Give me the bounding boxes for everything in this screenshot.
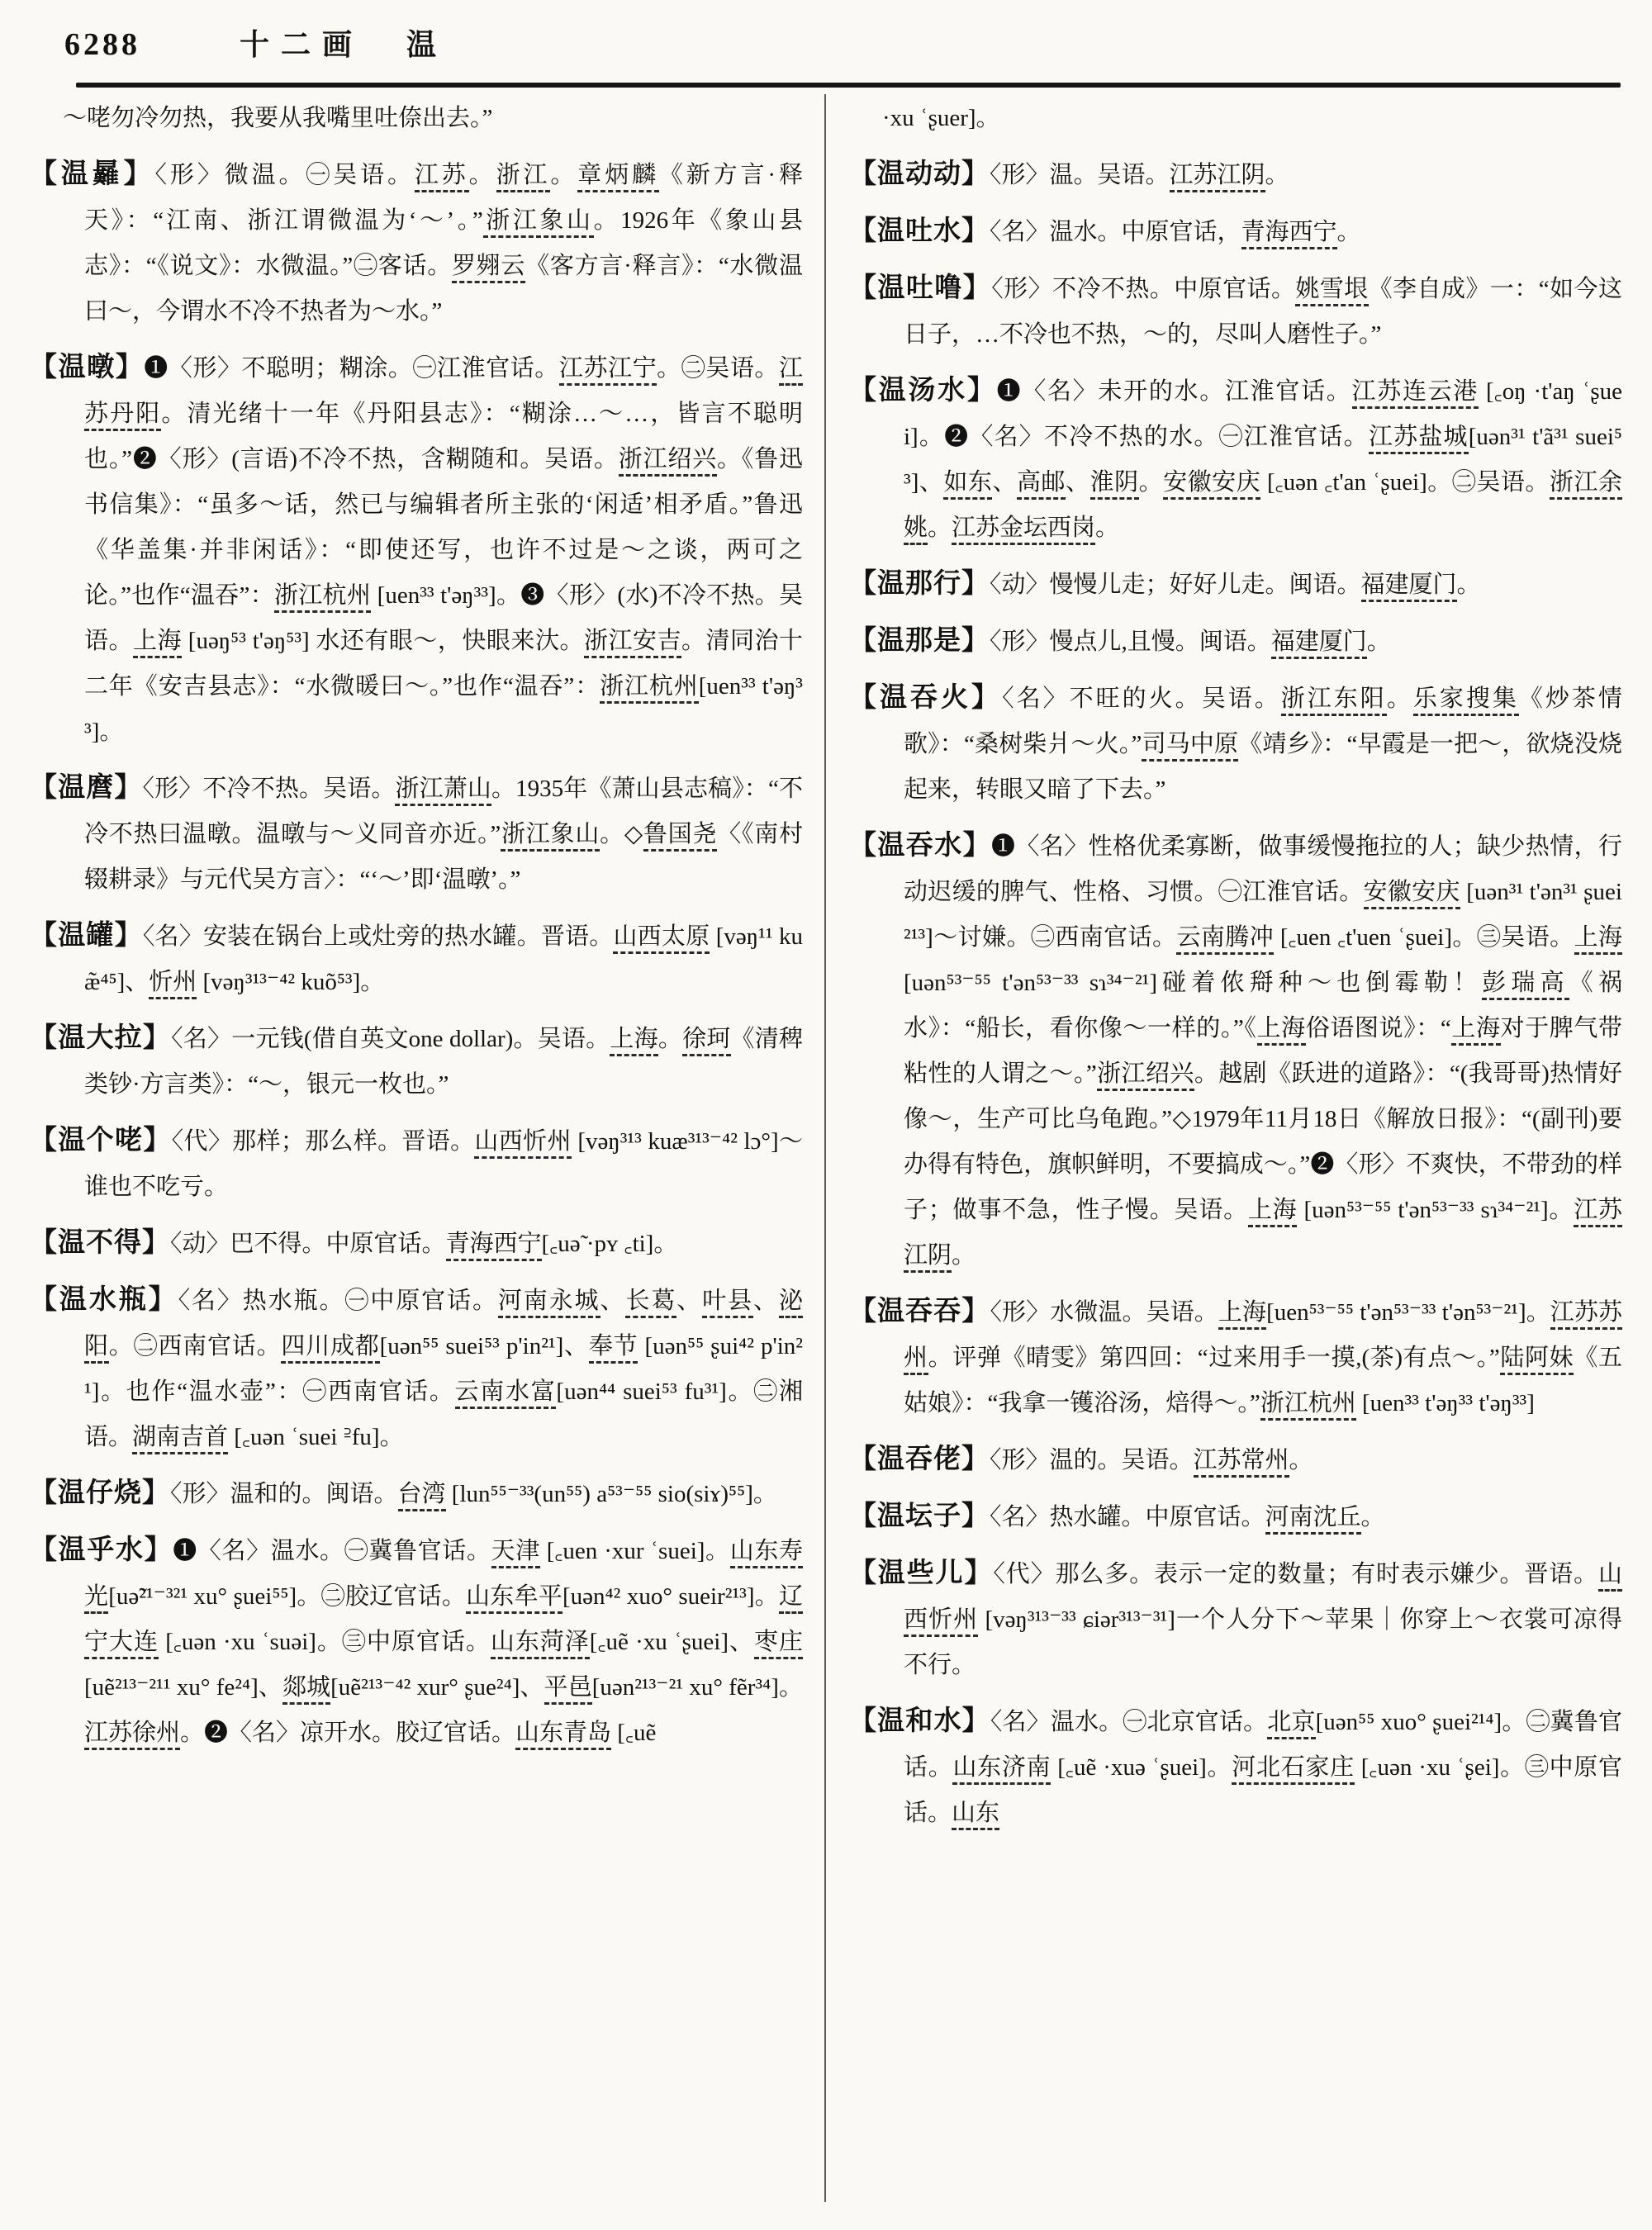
proper-noun-underlined: 云南腾冲	[1176, 924, 1274, 955]
proper-noun-underlined: 山东济南	[952, 1754, 1051, 1785]
dictionary-entry: 【温吞佬】〈形〉温的。吴语。江苏常州。	[849, 1437, 1622, 1483]
proper-noun-underlined: 江苏	[415, 162, 469, 192]
proper-noun-underlined: 青海西宁	[446, 1231, 542, 1261]
dictionary-entry: 【温仔烧】〈形〉温和的。闽语。台湾 [lun⁵⁵⁻³³(un⁵⁵) a⁵³⁻⁵⁵ sio(siɤ)⁵⁵]。	[30, 1471, 803, 1517]
dictionary-entry: 【温个咾】〈代〉那样；那么样。晋语。山西忻州 [vəŋ³¹³ kuæ³¹³⁻⁴² lɔ°]～谁也不吃亏。	[30, 1126, 803, 1200]
proper-noun-underlined: 上海	[1248, 1197, 1298, 1227]
section-head-character: 温	[406, 28, 437, 61]
proper-noun-underlined: 辽宁大连	[84, 1583, 803, 1659]
proper-noun-underlined: 鲁国尧	[643, 821, 717, 852]
proper-noun-underlined: 司马中原	[1142, 731, 1238, 762]
proper-noun-underlined: 山西太原	[613, 923, 710, 954]
entry-headword: 【温个咾】	[30, 1126, 172, 1155]
dictionary-entry: 【温水瓶】〈名〉热水瓶。㊀中原官话。河南永城、长葛、叶县、泌阳。㊁西南官话。四川成都[uən⁵⁵ suei⁵³ p'in²¹]、奉节 [uən⁵⁵ ʂui⁴² p'in²¹]。也作“温水壶”：㊀西南官话。云南水富[uən⁴⁴ suei⁵³ fu³¹]。㊁湘语。湖南吉首 [꜀uən ʿsuei ꜅fu]。	[30, 1278, 803, 1460]
dictionary-entry: 【温吞吞】〈形〉水微温。吴语。上海[uen⁵³⁻⁵⁵ t'ən⁵³⁻³³ t'ən⁵³⁻²¹]。江苏苏州。评弹《晴雯》第四回：“过来用手一摸,(茶)有点～。”陆阿妹《五姑娘》：“我拿一镬浴汤，焙得～。”浙江杭州 [uen³³ t'əŋ³³ t'əŋ³³]	[849, 1289, 1622, 1426]
proper-noun-underlined: 河南沈丘	[1265, 1504, 1361, 1535]
entry-headword: 【温和水】	[849, 1706, 990, 1736]
proper-noun-underlined: 江苏常州	[1194, 1447, 1289, 1478]
dictionary-entry: 【温些儿】〈代〉那么多。表示一定的数量；有时表示嫌少。晋语。山西忻州 [vəŋ³¹³⁻³³ ɕiər³¹³⁻³¹]一个人分下～苹果｜你穿上～衣裳可凉得不行。	[849, 1559, 1622, 1678]
entry-headword: 【温吐水】	[849, 216, 990, 246]
proper-noun-underlined: 江苏江阴	[904, 1197, 1622, 1273]
proper-noun-underlined: 天津	[491, 1538, 540, 1568]
proper-noun-underlined: 淮阴	[1090, 469, 1139, 500]
proper-noun-underlined: 章炳麟	[577, 162, 659, 192]
proper-noun-underlined: 台湾	[398, 1481, 446, 1511]
proper-noun-underlined: 江苏苏州	[904, 1299, 1622, 1375]
left-column	[30, 94, 824, 2202]
entry-headword: 【温不得】	[30, 1228, 170, 1258]
proper-noun-underlined: 上海	[1257, 1015, 1306, 1046]
proper-noun-underlined: 山西忻州	[474, 1128, 571, 1159]
proper-noun-underlined: 安徽安庆	[1364, 879, 1460, 909]
proper-noun-underlined: 江苏徐州	[84, 1720, 180, 1750]
proper-noun-underlined: 北京	[1267, 1709, 1315, 1739]
proper-noun-underlined: 浙江杭州	[1260, 1390, 1356, 1421]
entry-headword: 【温暾】	[30, 353, 145, 382]
proper-noun-underlined: 山东寿光	[84, 1538, 803, 1614]
proper-noun-underlined: 陆阿妹	[1500, 1345, 1574, 1375]
proper-noun-underlined: 浙江萧山	[395, 776, 491, 806]
proper-noun-underlined: 徐珂	[682, 1026, 730, 1056]
proper-noun-underlined: 安徽安庆	[1163, 469, 1260, 500]
proper-noun-underlined: 上海	[610, 1026, 657, 1056]
dictionary-entry: 【温那行】〈动〉慢慢儿走；好好儿走。闽语。福建厦门。	[849, 562, 1622, 608]
proper-noun-underlined: 江苏盐城	[1369, 424, 1469, 454]
proper-noun-underlined: 江苏丹阳	[84, 355, 803, 431]
proper-noun-underlined: 河北石家庄	[1232, 1754, 1355, 1785]
entry-headword: 【温那是】	[849, 626, 990, 656]
proper-noun-underlined: 上海	[1574, 924, 1622, 955]
proper-noun-underlined: 四川成都	[281, 1333, 379, 1364]
dictionary-entry: 【温㬮】〈形〉微温。㊀吴语。江苏。浙江。章炳麟《新方言·释天》：“江南、浙江谓微温为‘～’。”浙江象山。1926年《象山县志》：“《说文》：水微温。”㊁客话。罗翙云《客方言·释言》：“水微温曰～，今谓水不冷不热者为～水。”	[30, 159, 803, 325]
page-number: 6288	[64, 27, 140, 62]
proper-noun-underlined: 浙江象山	[483, 207, 594, 238]
proper-noun-underlined: 河南永城	[498, 1288, 601, 1318]
proper-noun-underlined: 上海	[133, 628, 182, 658]
proper-noun-underlined: 浙江安吉	[584, 628, 681, 658]
proper-noun-underlined: 福建厦门	[1361, 572, 1457, 602]
proper-noun-underlined: 忻州	[149, 969, 197, 999]
dictionary-entry: 【温不得】〈动〉巴不得。中原官话。青海西宁[꜀uə̃ ·pʏ ꜀ti]。	[30, 1221, 803, 1267]
proper-noun-underlined: 青海西宁	[1241, 219, 1337, 249]
proper-noun-underlined: 上海	[1451, 1015, 1501, 1046]
proper-noun-underlined: 郯城	[282, 1674, 330, 1705]
right-column	[824, 94, 1622, 2202]
dictionary-entry: 【温吐水】〈名〉温水。中原官话，青海西宁。	[849, 209, 1622, 255]
proper-noun-underlined: 江苏江宁	[559, 355, 657, 386]
entry-headword: 【温乎水】	[30, 1535, 173, 1565]
dictionary-entry: 【温罐】〈名〉安装在锅台上或灶旁的热水罐。晋语。山西太原 [vəŋ¹¹ kuæ̃⁴⁵]、忻州 [vəŋ³¹³⁻⁴² kuõ⁵³]。	[30, 913, 803, 1005]
entry-headword: 【温些儿】	[849, 1559, 994, 1588]
dictionary-entry: 【温那是】〈形〉慢点儿,且慢。闽语。福建厦门。	[849, 619, 1622, 665]
proper-noun-underlined: 湖南吉首	[132, 1424, 228, 1454]
dictionary-entry: 【温和水】〈名〉温水。㊀北京官话。北京[uən⁵⁵ xuo° ʂuei²¹⁴]。㊁冀鲁官话。山东济南 [꜀uẽ ·xuə ʿʂuei]。河北石家庄 [꜀uən ·xu ʿʂei]。㊂中原官话。山东	[849, 1699, 1622, 1836]
proper-noun-underlined: 浙江杭州	[600, 673, 699, 704]
entry-headword: 【温吞火】	[849, 683, 1003, 713]
proper-noun-underlined: 福建厦门	[1271, 629, 1367, 659]
proper-noun-underlined: 浙江杭州	[274, 582, 371, 613]
proper-noun-underlined: 泌阳	[84, 1288, 803, 1364]
dictionary-entry: 【温吞火】〈名〉不旺的火。吴语。浙江东阳。乐家搜集《炒茶情歌》：“桑树柴爿～火。”司马中原《靖乡》：“早霞是一把～，欲烧没烧起来，转眼又暗了下去。”	[849, 683, 1622, 803]
proper-noun-underlined: 江苏金坛西岗	[952, 515, 1095, 545]
proper-noun-underlined: 山东青岛	[515, 1720, 611, 1750]
proper-noun-underlined: 枣庄	[754, 1629, 803, 1659]
proper-noun-underlined: 平邑	[544, 1674, 592, 1705]
dictionary-entry: 【温吐噜】〈形〉不冷不热。中原官话。姚雪垠《李自成》一：“如今这日子，…不冷也不热，～的，尽叫人磨性子。”	[849, 273, 1622, 348]
entry-headword: 【温罐】	[30, 921, 143, 951]
proper-noun-underlined: 江苏连云港	[1352, 378, 1479, 409]
content-columns	[0, 88, 1652, 2202]
entry-headword: 【温吞水】	[849, 831, 991, 861]
proper-noun-underlined: 山西忻州	[904, 1561, 1622, 1637]
proper-noun-underlined: 浙江余姚	[904, 469, 1622, 545]
column-continuation-text: ·xu ʿʂuer]。	[882, 105, 1000, 131]
entry-headword: 【温吞佬】	[849, 1445, 990, 1474]
entry-headword: 【温吞吞】	[849, 1297, 990, 1326]
entry-headword: 【温动动】	[849, 159, 990, 189]
entry-headword: 【温那行】	[849, 569, 990, 599]
proper-noun-underlined: 乐家搜集	[1413, 686, 1519, 716]
proper-noun-underlined: 上海	[1218, 1299, 1266, 1330]
dictionary-entry: 【温大拉】〈名〉一元钱(借自英文one dollar)。吴语。上海。徐珂《清稗类钞·方言类》：“～，银元一枚也。”	[30, 1023, 803, 1098]
proper-noun-underlined: 浙江东阳	[1281, 686, 1387, 716]
entry-headword: 【温水瓶】	[30, 1285, 178, 1315]
proper-noun-underlined: 云南水富	[455, 1378, 557, 1409]
proper-noun-underlined: 罗翙云	[452, 253, 525, 283]
proper-noun-underlined: 江苏江阴	[1170, 162, 1265, 192]
entry-headword: 【温大拉】	[30, 1023, 172, 1053]
entry-headword: 【温汤水】	[849, 376, 997, 406]
proper-noun-underlined: 浙江象山	[501, 821, 600, 852]
dictionary-entry: 【温麿】〈形〉不冷不热。吴语。浙江萧山。1935年《萧山县志稿》：“不冷不热曰温暾。温暾与～义同音亦近。”浙江象山。◇鲁国尧〈《南村辍耕录》与元代吴方言〉：“‘～’即‘温暾’。”	[30, 773, 803, 893]
proper-noun-underlined: 如东	[943, 469, 992, 500]
proper-noun-underlined: 山东	[952, 1800, 999, 1830]
entry-headword: 【温坛子】	[849, 1502, 990, 1531]
proper-noun-underlined: 叶县	[702, 1288, 753, 1318]
dictionary-entry: 【温暾】❶〈形〉不聪明；糊涂。㊀江淮官话。江苏江宁。㊁吴语。江苏丹阳。清光绪十一年《丹阳县志》：“糊涂…～…，皆言不聪明也。”❷〈形〉(言语)不冷不热，含糊随和。吴语。浙江绍兴。《鲁迅书信集》：“虽多～话，然已与编辑者所主张的‘闲适’相矛盾。”鲁迅《华盖集·并非闲话》：“即使还写，也许不过是～之谈，两可之论。”也作“温吞”：浙江杭州 [uen³³ t'əŋ³³]。❸〈形〉(水)不冷不热。吴语。上海 [uəŋ⁵³ t'əŋ⁵³] 水还有眼～，快眼来汏。浙江安吉。清同治十二年《安吉县志》：“水微暖曰～。”也作“温吞”：浙江杭州[uen³³ t'əŋ³³]。	[30, 353, 803, 745]
proper-noun-underlined: 山东牟平	[466, 1583, 563, 1614]
dictionary-entry: 【温乎水】❶〈名〉温水。㊀冀鲁官话。天津 [꜀uen ·xur ʿsuei]。山东寿光[uə̃²¹⁻³²¹ xu° ʂuei⁵⁵]。㊁胶辽官话。山东牟平[uən⁴² xuo° sueir²¹³]。辽宁大连 [꜀uən ·xu ʿsuəi]。㊂中原官话。山东菏泽[꜀uẽ ·xu ʿʂuei]、枣庄 [uẽ²¹³⁻²¹¹ xu° fe²⁴]、郯城[uẽ²¹³⁻⁴² xur° ʂue²⁴]、平邑[uən²¹³⁻²¹ xu° fẽr³⁴]。江苏徐州。❷〈名〉凉开水。胶辽官话。山东青岛 [꜀uẽ	[30, 1528, 803, 1756]
proper-noun-underlined: 浙江绍兴	[619, 446, 717, 477]
page-header	[0, 21, 1652, 74]
entry-headword: 【温㬮】	[30, 159, 155, 189]
proper-noun-underlined: 长葛	[625, 1288, 676, 1318]
dictionary-entry: 【温坛子】〈名〉热水罐。中原官话。河南沈丘。	[849, 1494, 1622, 1540]
proper-noun-underlined: 高邮	[1017, 469, 1066, 500]
entry-headword: 【温吐噜】	[849, 273, 992, 303]
proper-noun-underlined: 彭瑞高	[1482, 970, 1569, 1000]
proper-noun-underlined: 奉节	[589, 1333, 638, 1364]
entry-headword: 【温麿】	[30, 773, 143, 803]
entry-headword: 【温仔烧】	[30, 1478, 170, 1508]
proper-noun-underlined: 浙江	[496, 162, 551, 192]
proper-noun-underlined: 浙江绍兴	[1097, 1060, 1194, 1091]
stroke-section-label: 十二画	[240, 28, 364, 61]
column-continuation-text: ～咾勿冷勿热，我要从我嘴里吐倷出去。”	[63, 105, 493, 131]
proper-noun-underlined: 姚雪垠	[1295, 276, 1368, 306]
dictionary-entry: 【温动动】〈形〉温。吴语。江苏江阴。	[849, 152, 1622, 198]
dictionary-entry: 【温吞水】❶〈名〉性格优柔寡断，做事缓慢拖拉的人；缺少热情，行动迟缓的脾气、性格、习惯。㊀江淮官话。安徽安庆 [uən³¹ t'ən³¹ ʂuei²¹³]～讨嫌。㊁西南官话。云南腾冲 [꜀uen ꜀t'uen ʿʂuei]。㊂吴语。上海 [uən⁵³⁻⁵⁵ t'ən⁵³⁻³³ sɿ³⁴⁻²¹]碰着侬搿种～也倒霉勒！彭瑞高《祸水》：“船长，看你像～一样的。”《上海俗语图说》：“上海对于脾气带粘性的人谓之～。”浙江绍兴。越剧《跃进的道路》：“(我哥哥)热情好像～，生产可比乌龟跑。”◇1979年11月18日《解放日报》：“(副刊)要办得有特色，旗帜鲜明，不要搞成～。”❷〈形〉不爽快，不带劲的样子；做事不急，性子慢。吴语。上海 [uən⁵³⁻⁵⁵ t'ən⁵³⁻³³ sɿ³⁴⁻²¹]。江苏江阴。	[849, 823, 1622, 1279]
proper-noun-underlined: 山东菏泽	[491, 1629, 590, 1659]
dictionary-entry: 【温汤水】❶〈名〉未开的水。江淮官话。江苏连云港 [꜀oŋ ·t'aŋ ʿʂuei]。❷〈名〉不冷不热的水。㊀江淮官话。江苏盐城[uən³¹ t'ã³¹ suei⁵³]、如东、高邮、淮阴。安徽安庆 [꜀uən ꜀t'an ʿʂuei]。㊁吴语。浙江余姚。江苏金坛西岗。	[849, 368, 1622, 551]
